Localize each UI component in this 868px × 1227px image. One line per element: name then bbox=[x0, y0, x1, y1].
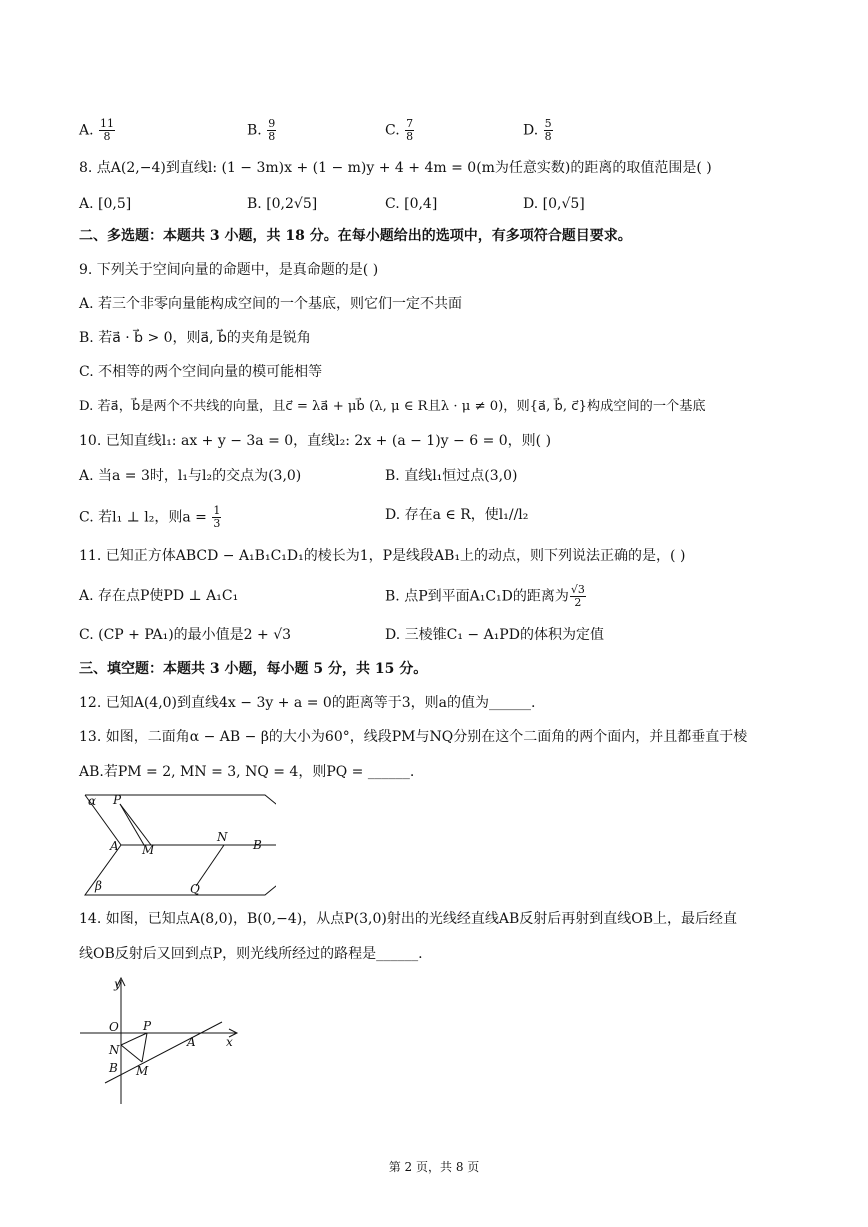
q13-stem-line1: 13. 如图，二面角α − AB − β的大小为60°，线段PM与NQ分别在这个二面角的两个面内，并且都垂直于棱 bbox=[79, 729, 748, 745]
label-y: y bbox=[114, 977, 121, 991]
q14-stem-line2: 线OB反射后又回到点P，则光线所经过的路程是______. bbox=[79, 946, 423, 962]
label-n: N bbox=[109, 1043, 120, 1057]
q11-option-d: D. 三棱锥C₁ − A₁PD的体积为定值 bbox=[385, 627, 604, 643]
q8-option-d: D. [0,√5] bbox=[523, 196, 585, 212]
label-beta: β bbox=[95, 879, 102, 893]
q10-stem: 10. 已知直线l₁: ax + y − 3a = 0，直线l₂: 2x + (a − 1)y − 6 = 0，则( ) bbox=[79, 433, 552, 449]
page-footer: 第 2 页，共 8 页 bbox=[388, 1160, 480, 1174]
label-p: P bbox=[113, 793, 122, 807]
section-2-heading: 二、多选题：本题共 3 小题，共 18 分。在每小题给出的选项中，有多项符合题目要求。 bbox=[79, 228, 632, 244]
q7-option-a: A. $\frac{11}{8}$ bbox=[79, 117, 115, 143]
label-a: A bbox=[110, 839, 119, 853]
q11-option-c: C. (CP + PA₁)的最小值是2 + √3 bbox=[79, 627, 292, 643]
q9-option-d: D. 若a⃗，b⃗是两个不共线的向量，且c⃗ = λa⃗ + μb⃗ (λ, μ ∈ R且λ · μ ≠ 0)，则{a⃗, b⃗, c⃗}构成空间的一个基底 bbox=[79, 399, 706, 414]
q11-option-b: B. 点P到平面A₁C₁D的距离为 $\frac{√3}{2}$ bbox=[385, 583, 585, 609]
q9-option-b: B. 若a⃗ · b⃗ > 0，则a⃗, b⃗的夹角是锐角 bbox=[79, 330, 311, 346]
q12-stem: 12. 已知A(4,0)到直线4x − 3y + a = 0的距离等于3，则a的值为______. bbox=[79, 695, 536, 711]
label-p: P bbox=[143, 1019, 152, 1033]
q7-option-b: B. $\frac{9}{8}$ bbox=[247, 117, 276, 143]
label-q: Q bbox=[190, 882, 200, 896]
q11-option-a: A. 存在点P使PD ⊥ A₁C₁ bbox=[79, 588, 239, 604]
q8-option-a: A. [0,5] bbox=[79, 196, 132, 212]
label-n: N bbox=[217, 830, 228, 844]
q8-option-c: C. [0,4] bbox=[385, 196, 438, 212]
q13-dihedral-figure bbox=[76, 790, 276, 902]
q10-option-c: C. 若l₁ ⊥ l₂，则a = $\frac{1}{3}$ bbox=[79, 504, 221, 530]
label-o: O bbox=[109, 1020, 119, 1034]
q8-stem: 8. 点A(2,−4)到直线l: (1 − 3m)x + (1 − m)y + 4 + 4m = 0(m为任意实数)的距离的取值范围是( ) bbox=[79, 160, 712, 176]
label-m: M bbox=[142, 843, 155, 857]
label-m: M bbox=[136, 1064, 149, 1078]
label-a: A bbox=[187, 1035, 196, 1049]
label-b: B bbox=[109, 1061, 118, 1075]
q10-option-b: B. 直线l₁恒过点(3,0) bbox=[385, 468, 518, 484]
label-b: B bbox=[253, 838, 262, 852]
label-alpha: α bbox=[88, 794, 97, 808]
q14-stem-line1: 14. 如图，已知点A(8,0)，B(0,−4)，从点P(3,0)射出的光线经直线AB反射后再射到直线OB上，最后经直 bbox=[79, 911, 737, 927]
q8-option-b: B. [0,2√5] bbox=[247, 196, 318, 212]
q9-option-a: A. 若三个非零向量能构成空间的一个基底，则它们一定不共面 bbox=[79, 296, 463, 312]
label-x: x bbox=[226, 1035, 233, 1049]
q9-option-c: C. 不相等的两个空间向量的模可能相等 bbox=[79, 364, 323, 380]
q9-stem: 9. 下列关于空间向量的命题中，是真命题的是( ) bbox=[79, 262, 379, 278]
q7-option-c: C. $\frac{7}{8}$ bbox=[385, 117, 414, 143]
q10-option-d: D. 存在a ∈ R，使l₁//l₂ bbox=[385, 507, 529, 523]
q14-reflection-figure bbox=[76, 974, 251, 1106]
q10-option-a: A. 当a = 3时，l₁与l₂的交点为(3,0) bbox=[79, 468, 302, 484]
q11-stem: 11. 已知正方体ABCD − A₁B₁C₁D₁的棱长为1，P是线段AB₁上的动点，则下列说法正确的是，( ) bbox=[79, 548, 686, 564]
section-3-heading: 三、填空题：本题共 3 小题，每小题 5 分，共 15 分。 bbox=[79, 661, 428, 677]
q7-option-d: D. $\frac{5}{8}$ bbox=[523, 117, 552, 143]
q13-stem-line2: AB.若PM = 2, MN = 3, NQ = 4，则PQ = ______. bbox=[79, 764, 415, 780]
